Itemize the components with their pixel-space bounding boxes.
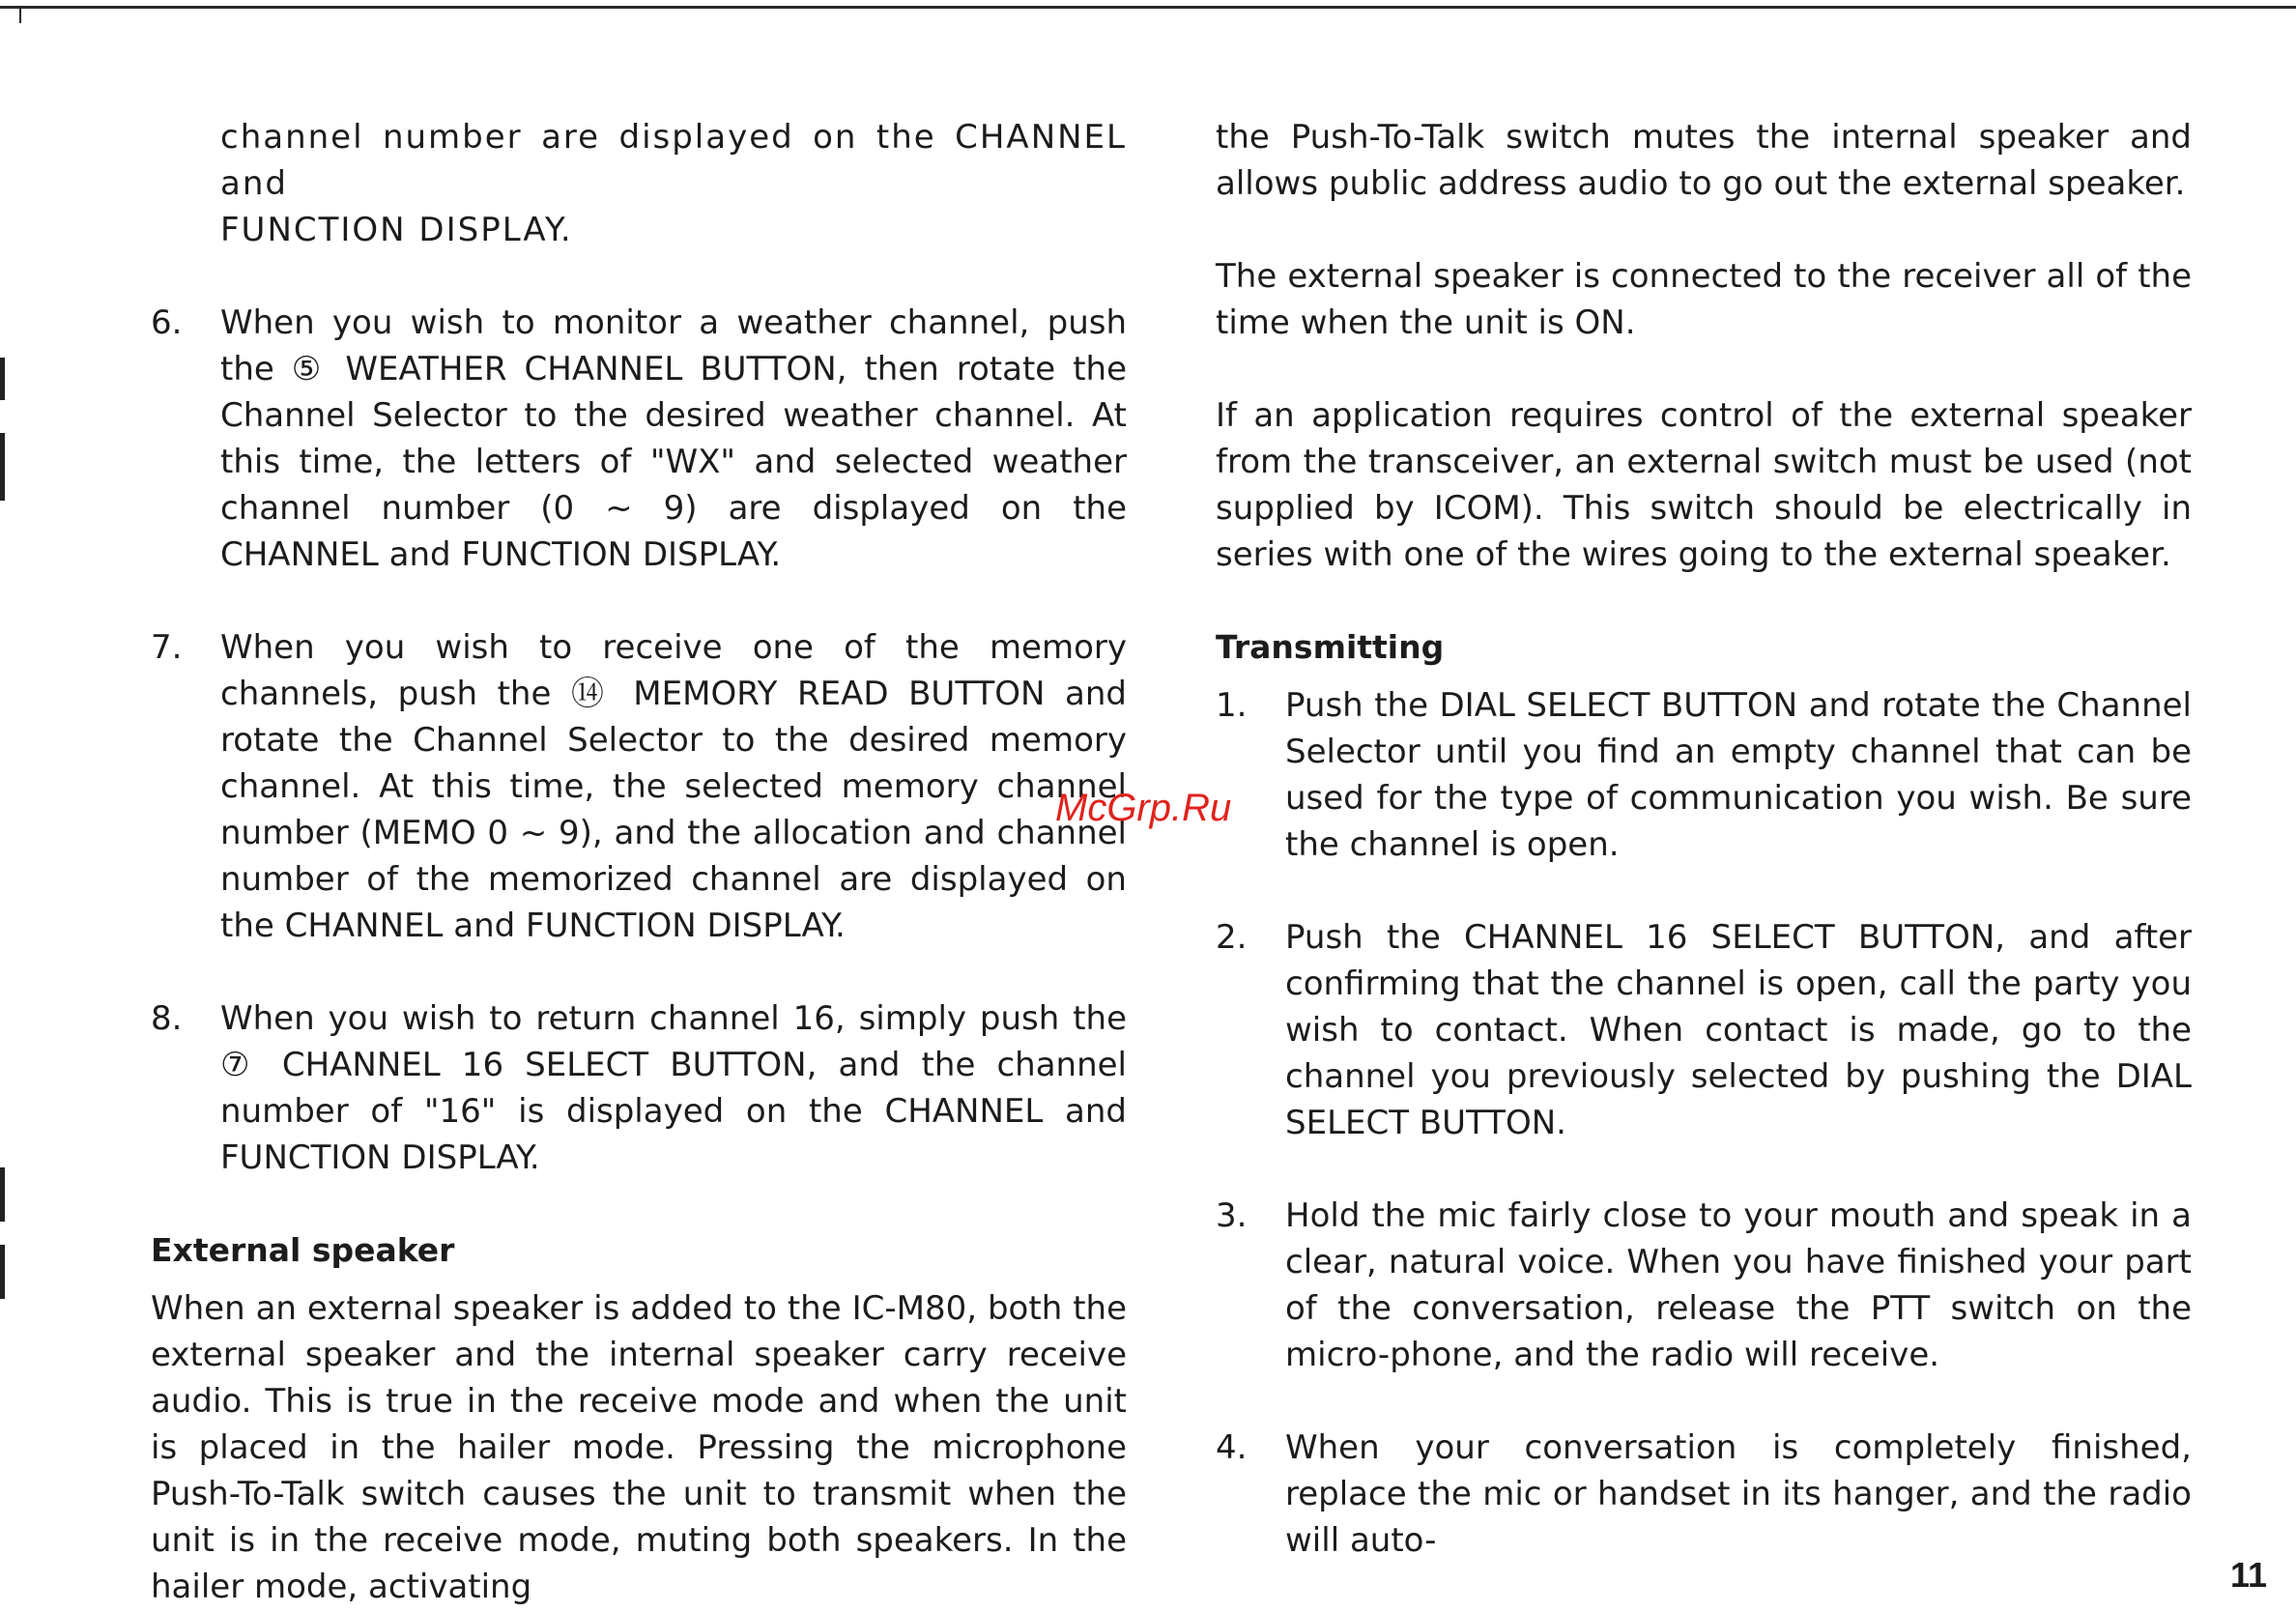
margin-bar-1 <box>0 358 5 400</box>
transmit-item-2 <box>1216 914 2192 1146</box>
list-number: 4. <box>1216 1428 1248 1467</box>
transmit-item-1 <box>1216 682 2192 868</box>
top-tick-mark <box>19 8 21 23</box>
right-paragraph-3: If an application requires control of the external speaker from the transceiver, an external switch must be used (not supplied by ICOM). This switch should be electrically in series with one of the wires going to the external speaker. <box>1216 396 2192 574</box>
list-text: When your conversation is completely finished, replace the mic or handset in its hanger, and the radio will auto- <box>1285 1428 2192 1560</box>
continued-text-line-1: channel number are displayed on the CHANNEL and <box>220 118 1127 203</box>
list-text: Push the DIAL SELECT BUTTON and rotate the Channel Selector until you find an empty channel that can be used for the type of communication you wish. Be sure the channel is open. <box>1285 686 2192 864</box>
list-number: 7. <box>151 628 183 667</box>
list-text: Hold the mic fairly close to your mouth and speak in a clear, natural voice. When you have finished your part of the conversation, release the PTT switch on the micro-phone, and the radio will receive. <box>1285 1196 2192 1374</box>
list-number: 3. <box>1216 1196 1248 1235</box>
list-number: 8. <box>151 999 183 1038</box>
right-paragraph-1: the Push-To-Talk switch mutes the internal speaker and allows public address audio to go out the external speaker. <box>1216 118 2192 203</box>
transmit-item-4 <box>1216 1425 2192 1564</box>
left-column <box>151 114 1127 1610</box>
list-number: 1. <box>1216 686 1248 725</box>
list-number: 6. <box>151 303 183 342</box>
list-item-8 <box>151 995 1127 1181</box>
transmit-item-3 <box>1216 1193 2192 1378</box>
top-rule <box>0 6 2296 9</box>
margin-bar-2 <box>0 433 5 501</box>
page-number: 11 <box>2229 1555 2267 1595</box>
margin-bar-4 <box>0 1245 5 1299</box>
list-item-6 <box>151 300 1127 578</box>
list-text: Push the CHANNEL 16 SELECT BUTTON, and after confirming that the channel is open, call the party you wish to contact. When contact is made, go to the channel you previously selected by pushing the DIAL SELECT BUTTON. <box>1285 918 2192 1142</box>
external-speaker-paragraph: When an external speaker is added to the IC-M80, both the external speaker and the internal speaker carry receive audio. This is true in the receive mode and when the unit is placed in the hailer mode. Pressing the microphone Push-To-Talk switch causes the unit to transmit when the unit is in the receive mode, muting both speakers. In the hailer mode, activating <box>151 1289 1127 1606</box>
list-item-7 <box>151 624 1127 949</box>
list-text: When you wish to monitor a weather channel, push the ⑤ WEATHER CHANNEL BUTTON, then rotate the Channel Selector to the desired weather channel. At this time, the letters of "WX" and selected weather channel number (0 ~ 9) are displayed on the CHANNEL and FUNCTION DISPLAY. <box>220 303 1127 574</box>
right-column <box>1216 114 2192 1564</box>
list-number: 2. <box>1216 918 1248 957</box>
margin-bar-3 <box>0 1167 5 1222</box>
transmitting-heading: Transmitting <box>1216 628 1445 666</box>
list-text: When you wish to return channel 16, simply push the ⑦ CHANNEL 16 SELECT BUTTON, and the channel number of "16" is displayed on the CHANNEL and FUNCTION DISPLAY. <box>220 999 1127 1177</box>
list-text: When you wish to receive one of the memory channels, push the ⑭ MEMORY READ BUTTON and rotate the Channel Selector to the desired memory channel. At this time, the selected memory channel number (MEMO 0 ~ 9), and the allocation and channel number of the memorized channel are displayed on the CHANNEL and FUNCTION DISPLAY. <box>220 628 1127 945</box>
right-paragraph-2: The external speaker is connected to the receiver all of the time when the unit is ON. <box>1216 257 2192 342</box>
watermark-link[interactable]: McGrp.Ru <box>1055 787 1232 829</box>
continued-text-line-2: FUNCTION DISPLAY. <box>220 211 573 249</box>
external-speaker-heading: External speaker <box>151 1231 455 1269</box>
